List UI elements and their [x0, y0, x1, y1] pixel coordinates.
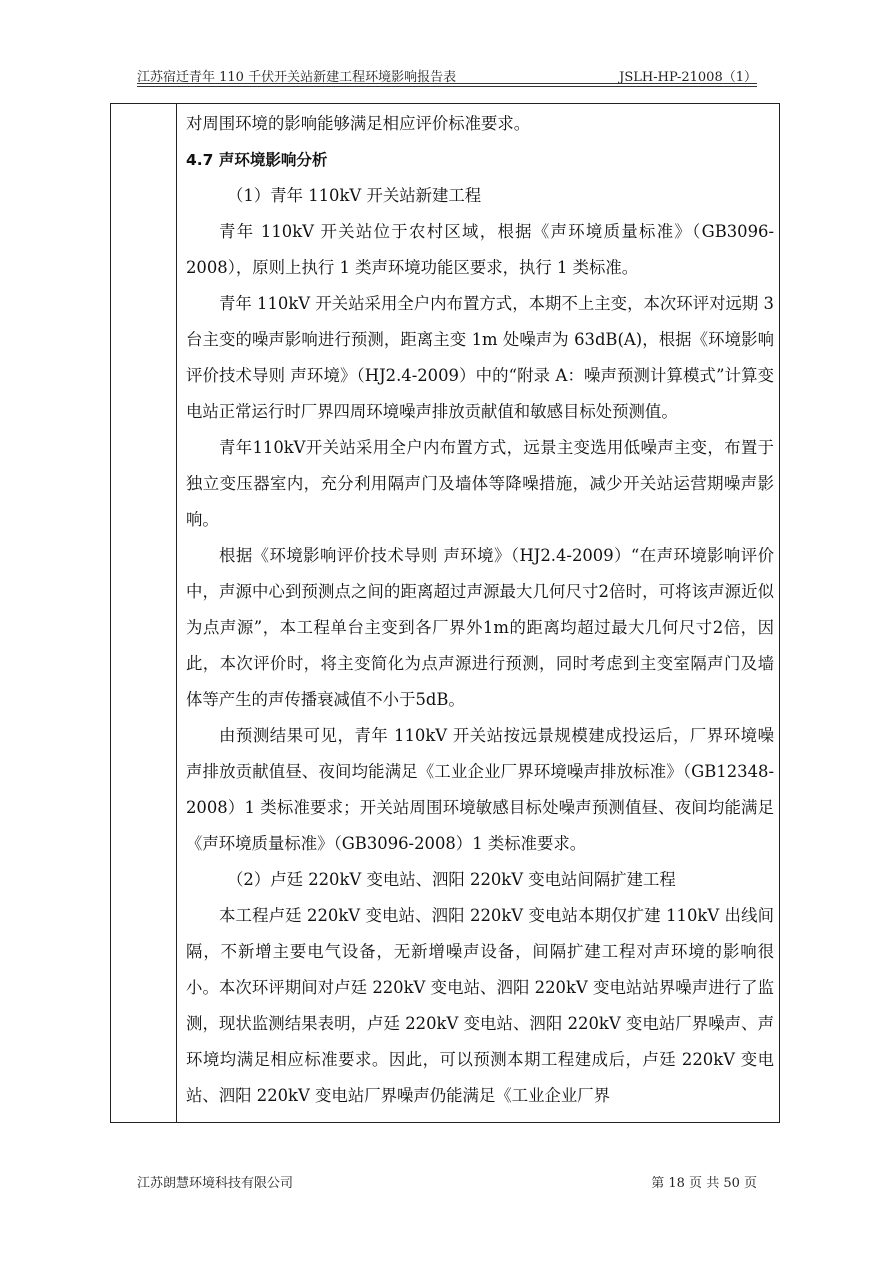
paragraph-4: 根据《环境影响评价技术导则 声环境》（HJ2.4-2009）“在声环境影响评价中，声源中心到预测点之间的距离超过声源最大几何尺寸2倍时，可将该声源近似为点声源”，本工程单台主变到各厂界外1m的距离均超过最大几何尺寸2倍，因此，本次评价时，将主变简化为点声源进行预测，同时考虑到主变室隔声门及墙体等产生的声传播衰减值不小于5dB。 [186, 546, 774, 709]
page-number: 第 18 页 共 50 页 [651, 1176, 757, 1191]
paragraph-3: 青年110kV开关站采用全户内布置方式，远景主变选用低噪声主变，布置于独立变压器室内，充分利用隔声门及墙体等降噪措施，减少开关站运营期噪声影响。 [186, 438, 774, 529]
report-title: 江苏宿迁青年 110 千伏开关站新建工程环境影响报告表 [137, 70, 457, 85]
page-header [137, 64, 757, 84]
table-column-divider [176, 103, 177, 1123]
company-name: 江苏朗慧环境科技有限公司 [137, 1176, 294, 1191]
subsection-title-2: （2）卢廷 220kV 变电站、泗阳 220kV 变电站间隔扩建工程 [227, 870, 676, 889]
document-id: JSLH-HP-21008（1） [619, 70, 757, 85]
header-rule [137, 83, 757, 84]
header-rule-thin [137, 86, 757, 87]
paragraph-5: 由预测结果可见，青年 110kV 开关站按远景规模建成投运后，厂界环境噪声排放贡献值昼、夜间均能满足《工业企业厂界环境噪声排放标准》（GB12348-2008）1 类标准要求；开关站周围环境敏感目标处噪声预测值昼、夜间均能满足《声环境质量标准》（GB3096-2008）1 类标准要求。 [186, 726, 774, 853]
table-content-cell [186, 106, 774, 1114]
paragraph-1: 青年 110kV 开关站位于农村区域，根据《声环境质量标准》（GB3096-2008），原则上执行 1 类声环境功能区要求，执行 1 类标准。 [186, 222, 774, 277]
paragraph-continued: 对周围环境的影响能够满足相应评价标准要求。 [186, 114, 531, 133]
section-heading: 4.7 声环境影响分析 [186, 151, 328, 169]
subsection-title-1: （1）青年 110kV 开关站新建工程 [227, 186, 482, 205]
paragraph-2: 青年 110kV 开关站采用全户内布置方式，本期不上主变，本次环评对远期 3 台主变的噪声影响进行预测，距离主变 1m 处噪声为 63dB(A)，根据《环境影响评价技术导则 声环境》（HJ2.4-2009）中的“附录 A：噪声预测计算模式”计算变电站正常运行时厂界四周环境噪声排放贡献值和敏感目标处预测值。 [186, 294, 774, 421]
paragraph-6: 本工程卢廷 220kV 变电站、泗阳 220kV 变电站本期仅扩建 110kV 出线间隔，不新增主要电气设备，无新增噪声设备，间隔扩建工程对声环境的影响很小。本次环评期间对卢廷 220kV 变电站、泗阳 220kV 变电站站界噪声进行了监测，现状监测结果表明，卢廷 220kV 变电站、泗阳 220kV 变电站厂界噪声、声环境均满足相应标准要求。因此，可以预测本期工程建成后，卢廷 220kV 变电站、泗阳 220kV 变电站厂界噪声仍能满足《工业企业厂界 [186, 906, 774, 1105]
